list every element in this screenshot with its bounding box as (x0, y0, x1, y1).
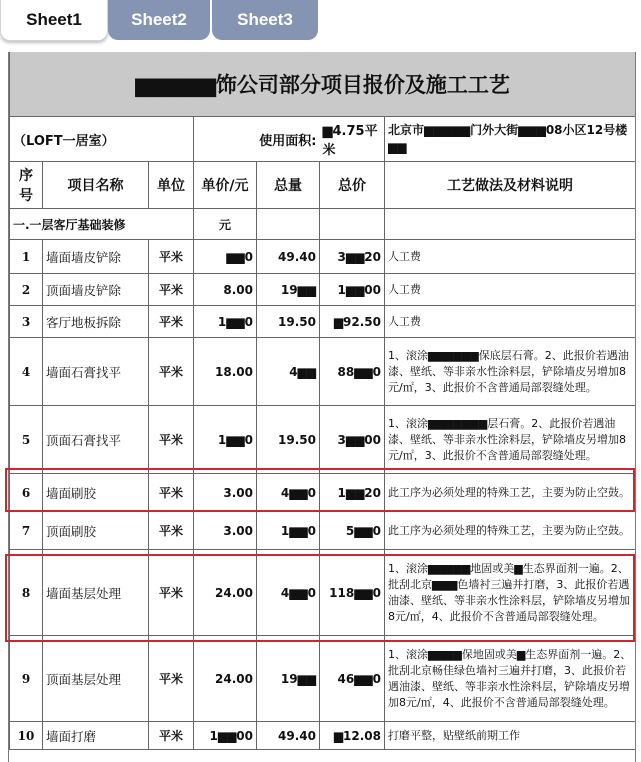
section-row (10, 209, 636, 240)
unit-cell[interactable]: 平米 (149, 274, 194, 306)
table-row (10, 636, 636, 722)
row-number-cell[interactable]: 2 (10, 274, 43, 306)
item-name-cell[interactable]: 墙面石膏找平 (43, 338, 149, 406)
quantity-cell[interactable]: 4▆▆ (257, 338, 320, 406)
header-cell-desc[interactable]: 工艺做法及材料说明 (385, 162, 636, 209)
table-row (10, 338, 636, 406)
description-cell[interactable]: 1、滚涂▆▆▆▆▆▆▆层石膏。2、此报价若遇油漆、壁纸、等非亲水性涂料层，铲除墙皮另增加8元/㎡，3、此报价不含普通局部裂缝处理。 (385, 406, 636, 474)
quantity-cell[interactable]: 19.50 (257, 406, 320, 474)
row-number-cell[interactable]: 6 (10, 474, 43, 512)
header-cell-qty[interactable]: 总量 (257, 162, 320, 209)
description-cell[interactable]: 人工费 (385, 274, 636, 306)
unit-price-cell[interactable]: 1▆▆0 (194, 406, 257, 474)
room-type-cell[interactable]: （LOFT一居室） (10, 117, 194, 162)
table-row (10, 722, 636, 750)
section-label-cell[interactable]: 一.一层客厅基础装修 (10, 209, 194, 240)
sheet-title[interactable]: ▆▆▆▆▆饰公司部分项目报价及施工工艺 (10, 52, 636, 117)
quantity-cell[interactable]: 49.40 (257, 722, 320, 750)
tab-sheet1[interactable]: Sheet1 (0, 0, 108, 41)
unit-price-cell[interactable]: 18.00 (194, 338, 257, 406)
unit-cell[interactable]: 平米 (149, 306, 194, 338)
unit-price-cell[interactable]: 3.00 (194, 512, 257, 550)
quantity-cell[interactable]: 19▆▆ (257, 274, 320, 306)
total-price-cell[interactable]: ▆12.08 (320, 722, 385, 750)
unit-cell[interactable]: 平米 (149, 338, 194, 406)
header-row (10, 162, 636, 209)
unit-price-cell[interactable]: 8.00 (194, 274, 257, 306)
tab-sheet3[interactable]: Sheet3 (212, 0, 318, 40)
quantity-cell[interactable]: 4▆▆0 (257, 550, 320, 636)
item-name-cell[interactable]: 墙面刷胶 (43, 474, 149, 512)
sheet-tab-bar (0, 0, 641, 44)
header-cell-name[interactable]: 项目名称 (43, 162, 149, 209)
table-row (10, 406, 636, 474)
header-cell-price[interactable]: 单价/元 (194, 162, 257, 209)
total-price-cell[interactable]: 88▆▆0 (320, 338, 385, 406)
description-cell[interactable]: 1、滚涂▆▆▆▆保地固或美▆生态界面剂一遍。2、批刮北京畅佳绿色墙衬三遍并打磨，3、此报价若遇油漆、壁纸、等非亲水性涂料层，铲除墙皮另增加8元/㎡，4、此报价不含普通局部裂缝处理。 (385, 636, 636, 722)
unit-price-cell[interactable]: 1▆▆00 (194, 722, 257, 750)
quantity-cell[interactable]: 49.40 (257, 240, 320, 274)
description-cell[interactable]: 人工费 (385, 240, 636, 274)
unit-price-cell[interactable]: 1▆▆0 (194, 306, 257, 338)
table-row (10, 474, 636, 512)
unit-cell[interactable]: 平米 (149, 240, 194, 274)
table-row (10, 550, 636, 636)
header-cell-total[interactable]: 总价 (320, 162, 385, 209)
row-number-cell[interactable]: 7 (10, 512, 43, 550)
unit-cell[interactable]: 平米 (149, 406, 194, 474)
total-price-cell[interactable]: 1▆▆00 (320, 274, 385, 306)
address-cell[interactable]: 北京市▆▆▆▆▆门外大街▆▆▆08小区12号楼▆▆ (385, 117, 636, 162)
quantity-cell[interactable]: 19▆▆ (257, 636, 320, 722)
empty-cell[interactable] (320, 209, 385, 240)
unit-price-cell[interactable]: 24.00 (194, 550, 257, 636)
row-number-cell[interactable]: 3 (10, 306, 43, 338)
table-row (10, 240, 636, 274)
row-number-cell[interactable]: 4 (10, 338, 43, 406)
area-value-cell[interactable]: ▆4.75平米 (320, 117, 385, 162)
item-name-cell[interactable]: 顶面刷胶 (43, 512, 149, 550)
area-label-cell[interactable]: 使用面积: (194, 117, 320, 162)
total-price-cell[interactable]: 118▆▆0 (320, 550, 385, 636)
total-price-cell[interactable]: ▆92.50 (320, 306, 385, 338)
description-cell[interactable]: 打磨平整，贴壁纸前期工作 (385, 722, 636, 750)
quantity-cell[interactable]: 4▆▆0 (257, 474, 320, 512)
empty-cell[interactable] (385, 209, 636, 240)
total-price-cell[interactable]: 1▆▆20 (320, 474, 385, 512)
description-cell[interactable]: 人工费 (385, 306, 636, 338)
item-name-cell[interactable]: 客厅地板拆除 (43, 306, 149, 338)
unit-cell[interactable]: 平米 (149, 636, 194, 722)
unit-cell[interactable]: 平米 (149, 722, 194, 750)
row-number-cell[interactable]: 8 (10, 550, 43, 636)
empty-cell[interactable] (257, 209, 320, 240)
header-cell-unit[interactable]: 单位 (149, 162, 194, 209)
tab-sheet2[interactable]: Sheet2 (108, 0, 210, 40)
unit-price-cell[interactable]: ▆▆0 (194, 240, 257, 274)
table-row (10, 274, 636, 306)
item-name-cell[interactable]: 墙面打磨 (43, 722, 149, 750)
total-price-cell[interactable]: 5▆▆0 (320, 512, 385, 550)
description-cell[interactable]: 1、滚涂▆▆▆▆▆▆保底层石膏。2、此报价若遇油漆、壁纸、等非亲水性涂料层，铲除墙皮另增加8元/㎡，3、此报价不含普通局部裂缝处理。 (385, 338, 636, 406)
row-number-cell[interactable]: 9 (10, 636, 43, 722)
row-number-cell[interactable]: 1 (10, 240, 43, 274)
item-name-cell[interactable]: 顶面基层处理 (43, 636, 149, 722)
unit-price-cell[interactable]: 3.00 (194, 474, 257, 512)
header-cell-no[interactable]: 序号 (10, 162, 43, 209)
table-row (10, 306, 636, 338)
spreadsheet-grid[interactable] (8, 52, 636, 762)
unit-cell[interactable]: 平米 (149, 474, 194, 512)
row-number-cell[interactable]: 10 (10, 722, 43, 750)
item-name-cell[interactable]: 顶面墙皮铲除 (43, 274, 149, 306)
total-price-cell[interactable]: 3▆▆00 (320, 406, 385, 474)
quote-table (9, 52, 636, 750)
item-name-cell[interactable]: 墙面基层处理 (43, 550, 149, 636)
table-row (10, 512, 636, 550)
description-cell[interactable]: 此工序为必须处理的特殊工艺，主要为防止空鼓。 (385, 474, 636, 512)
quantity-cell[interactable]: 19.50 (257, 306, 320, 338)
total-price-cell[interactable]: 46▆▆0 (320, 636, 385, 722)
item-name-cell[interactable]: 墙面墙皮铲除 (43, 240, 149, 274)
row-number-cell[interactable]: 5 (10, 406, 43, 474)
unit-cell[interactable]: 平米 (149, 550, 194, 636)
description-cell[interactable]: 1、滚涂▆▆▆▆▆地固或美▆生态界面剂一遍。2、批刮北京▆▆▆色墙衬三遍并打磨，3、此报价若遇油漆、壁纸、等非亲水性涂料层，铲除墙皮另增加8元/㎡，4、此报价不含普通局部裂缝处理。 (385, 550, 636, 636)
unit-price-cell[interactable]: 24.00 (194, 636, 257, 722)
unit-cell[interactable]: 平米 (149, 512, 194, 550)
description-cell[interactable]: 此工序为必须处理的特殊工艺，主要为防止空鼓。 (385, 512, 636, 550)
quantity-cell[interactable]: 1▆▆0 (257, 512, 320, 550)
total-price-cell[interactable]: 3▆▆20 (320, 240, 385, 274)
item-name-cell[interactable]: 顶面石膏找平 (43, 406, 149, 474)
section-unit-cell[interactable]: 元 (194, 209, 257, 240)
